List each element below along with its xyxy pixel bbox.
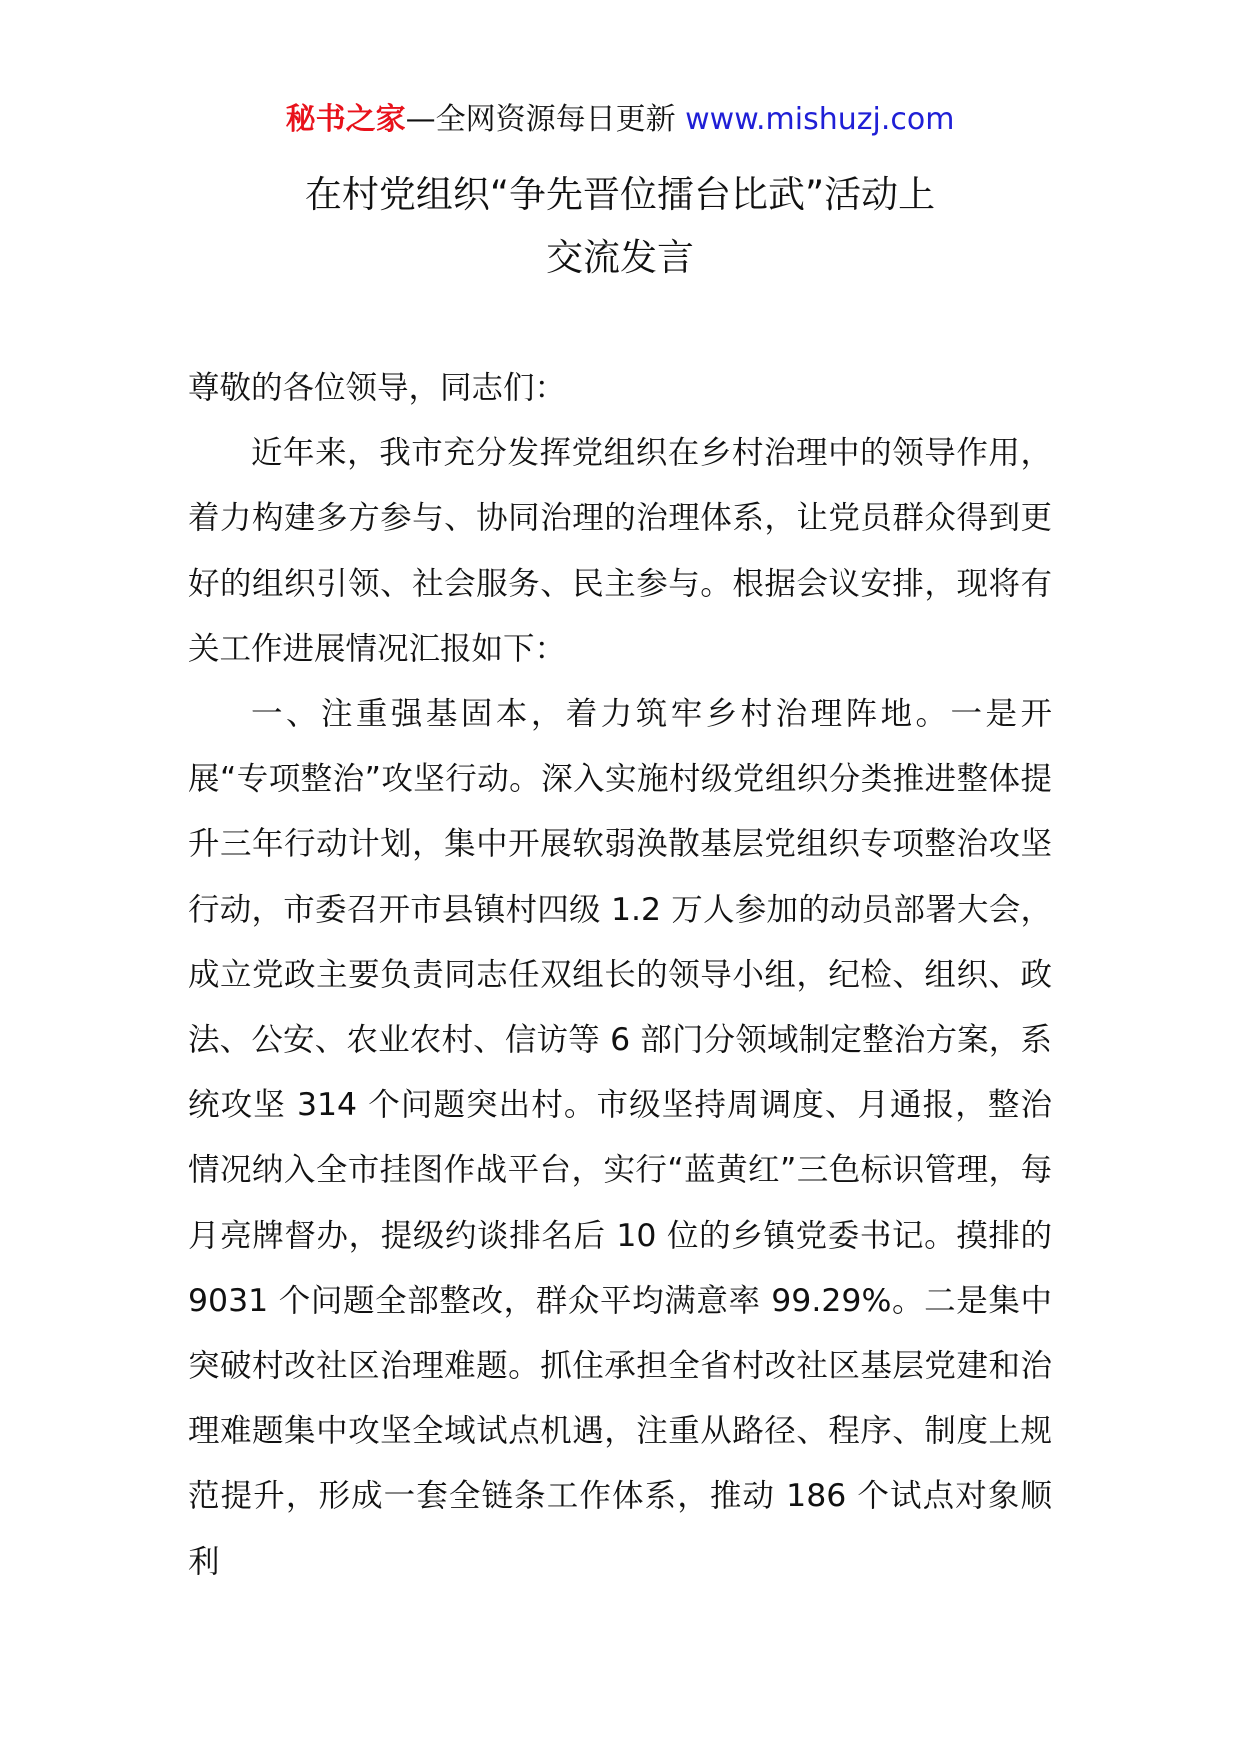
title-line-2: 交流发言 [546, 236, 694, 279]
document-body [188, 356, 1052, 1595]
document-title [0, 163, 1240, 289]
site-url-link[interactable]: www.mishuzj.com [685, 102, 955, 137]
paragraph-intro: 近年来，我市充分发挥党组织在乡村治理中的领导作用，着力构建多方参与、协同治理的治理体系，让党员群众得到更好的组织引领、社会服务、民主参与。根据会议安排，现将有关工作进展情况汇报如下： [188, 435, 1052, 667]
paragraph-section-1: 一、注重强基固本，着力筑牢乡村治理阵地。一是开展“专项整治”攻坚行动。深入实施村级党组织分类推进整体提升三年行动计划，集中开展软弱涣散基层党组织专项整治攻坚行动，市委召开市县镇村四级 1.2 万人参加的动员部署大会，成立党政主要负责同志任双组长的领导小组，纪检、组织、政法、公安、农业农村、信访等 6 部门分领域制定整治方案，系统攻坚 314 个问题突出村。市级坚持周调度、月通报，整治情况纳入全市挂图作战平台，实行“蓝黄红”三色标识管理，每月亮牌督办，提级约谈排名后 10 位的乡镇党委书记。摸排的 9031 个问题全部整改，群众平均满意率 99.29%。二是集中突破村改社区治理难题。抓住承担全省村改社区基层党建和治理难题集中攻坚全域试点机遇，注重从路径、程序、制度上规范提升，形成一套全链条工作体系，推动 186 个试点对象顺利 [188, 696, 1052, 1580]
title-line-1: 在村党组织“争先晋位擂台比武”活动上 [304, 173, 936, 216]
site-header [0, 100, 1240, 140]
brand-name: 秘书之家 [285, 102, 406, 137]
site-tagline: —全网资源每日更新 [405, 102, 686, 137]
salutation: 尊敬的各位领导，同志们： [188, 370, 567, 406]
